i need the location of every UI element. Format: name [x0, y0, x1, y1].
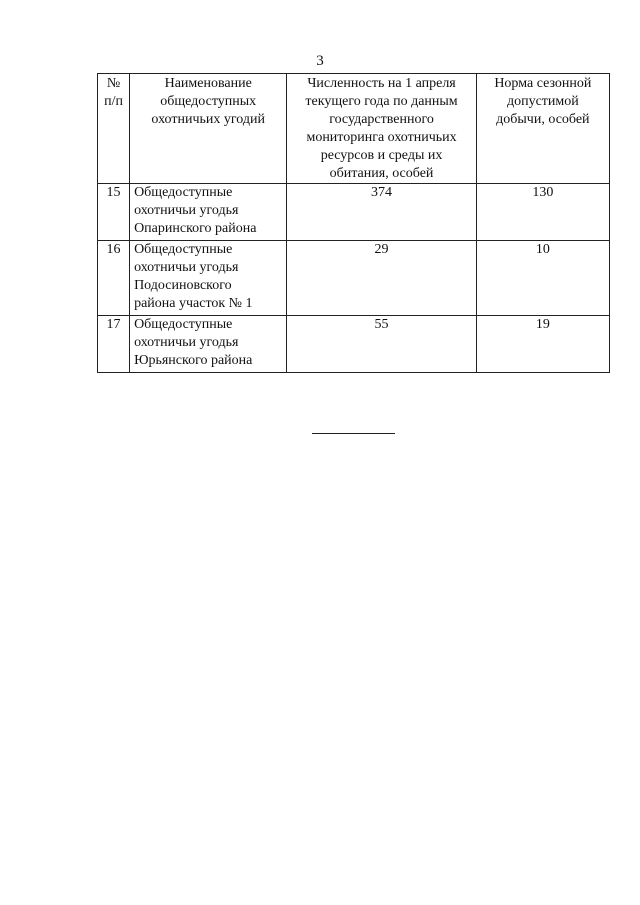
harvest-norm: 19	[476, 316, 609, 373]
harvest-norm: 130	[476, 184, 609, 241]
harvest-norm: 10	[476, 241, 609, 316]
page-number: 3	[316, 53, 324, 69]
row-number: 16	[98, 241, 130, 316]
header-norm: Норма сезонной допустимой добычи, особей	[476, 74, 609, 184]
area-name: Общедоступные охотничьи угодья Подосиновского района участок № 1	[130, 241, 287, 316]
area-name: Общедоступные охотничьи угодья Юрьянского района	[130, 316, 287, 373]
population-count: 374	[287, 184, 476, 241]
table-row	[98, 241, 610, 316]
row-number: 15	[98, 184, 130, 241]
table-row	[98, 316, 610, 373]
header-count: Численность на 1 апреля текущего года по данным государственного мониторинга охотничьих ресурсов и среды их обитания, особей	[287, 74, 476, 184]
closing-rule	[312, 433, 395, 434]
table-row	[98, 184, 610, 241]
hunting-quota-table	[97, 73, 610, 373]
table-header-row	[98, 74, 610, 184]
population-count: 55	[287, 316, 476, 373]
header-name: Наименование общедоступных охотничьих угодий	[130, 74, 287, 184]
header-num: № п/п	[98, 74, 130, 184]
population-count: 29	[287, 241, 476, 316]
area-name: Общедоступные охотничьи угодья Опаринского района	[130, 184, 287, 241]
row-number: 17	[98, 316, 130, 373]
